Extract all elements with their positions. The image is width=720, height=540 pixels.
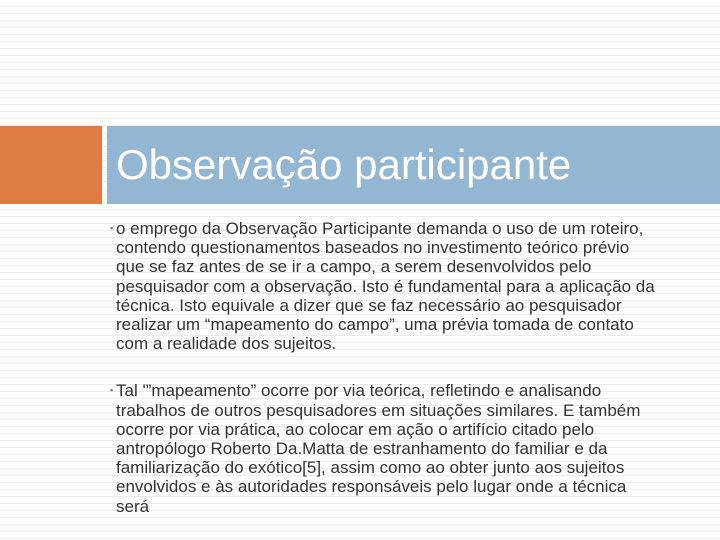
bullet-paragraph-2 xyxy=(110,381,661,516)
slide-content xyxy=(110,219,661,516)
title-bar xyxy=(107,126,720,204)
bullet-text-1: o emprego da Observação Participante demanda o uso de um roteiro, contendo questionamentos baseados no investimento teórico prévio que se faz antes de se ir a campo, a serem desenvolvidos pelo pesquisador com a observação. Isto é fundamental para a aplicação da técnica. Isto equivale a dizer que se faz necessário ao pesquisador realizar um “mapeamento do campo”, uma prévia tomada de contato com a realidade dos sujeitos. xyxy=(116,219,655,354)
slide-title: Observação participante xyxy=(116,141,572,188)
bullet-marker-icon: ▪ xyxy=(110,385,114,396)
bullet-paragraph-1 xyxy=(110,219,661,354)
bullet-text-2: Tal '”mapeamento” ocorre por via teórica, refletindo e analisando trabalhos de outros pesquisadores em situações similares. E também ocorre por via prática, ao colocar em ação o artifício citado pelo antropólogo Roberto Da.Matta de estranhamento do familiar e da familiarização do exótico[5], assim como ao obter junto aos sujeitos envolvidos e às autoridades responsáveis pelo lugar onde a técnica será xyxy=(116,381,641,516)
bullet-marker-icon: ▪ xyxy=(110,223,114,233)
accent-block xyxy=(0,126,102,204)
